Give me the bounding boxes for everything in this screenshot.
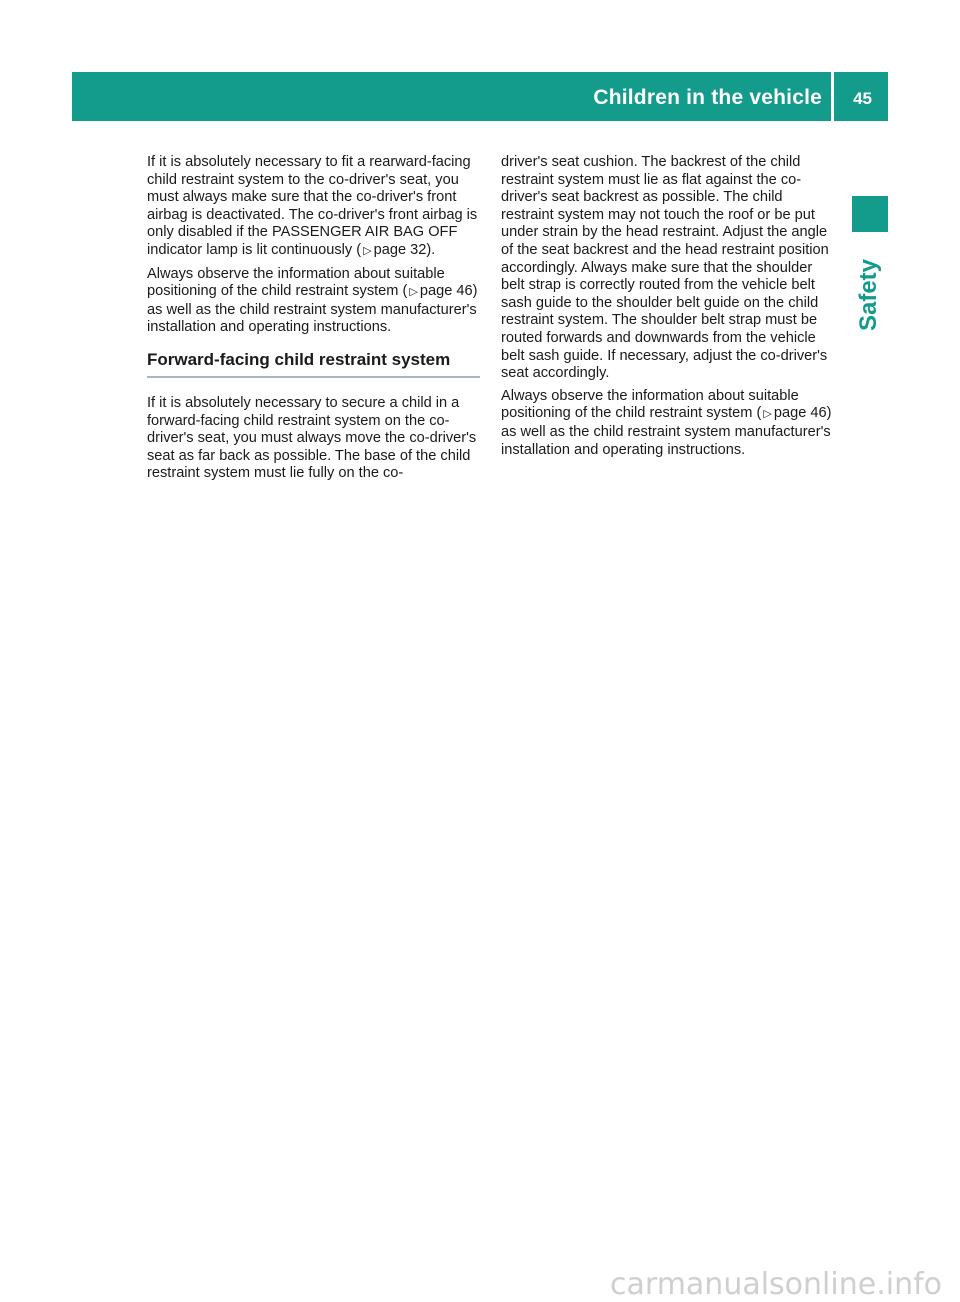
paragraph bbox=[147, 266, 480, 337]
paragraph: If it is absolutely necessary to secure a child in a forward-facing child restraint system on the co-driver's seat, you must always move the co-driver's seat as far back as possible. The base of the child restraint system must lie fully on the co- bbox=[147, 394, 477, 482]
page-reference-arrow-icon: ▷ bbox=[409, 286, 418, 299]
section-tab-label: Safety bbox=[855, 258, 882, 332]
text: ). bbox=[426, 241, 436, 258]
text: Always observe the information about suitable positioning of the child restraint system ( bbox=[501, 387, 799, 422]
left-column bbox=[147, 154, 480, 488]
page-header bbox=[72, 72, 888, 121]
page-number: 45 bbox=[853, 89, 872, 108]
chapter-title: Children in the vehicle bbox=[593, 86, 822, 109]
section-marker bbox=[852, 196, 888, 232]
text: ) as well as the child restraint system manufacturer's installation and operating instructions. bbox=[501, 405, 832, 458]
text: Always observe the information about suitable positioning of the child restraint system ( bbox=[147, 265, 445, 300]
paragraph: driver's seat cushion. The backrest of the child restraint system must lie as flat against the co-driver's seat backrest as possible. The child restraint system may not touch the roof or be put under strain by the head restraint. Adjust the angle of the seat backrest and the head restraint position accordingly. Always make sure that the shoulder belt strap is correctly routed from the vehicle belt sash guide to the shoulder belt guide on the child restraint system. The shoulder belt strap must be routed forwards and downwards from the vehicle belt sash guide. If necessary, adjust the co-driver's seat accordingly. bbox=[501, 154, 829, 382]
paragraph bbox=[147, 154, 480, 261]
page-reference-link[interactable]: page 32 bbox=[373, 241, 427, 258]
page-reference-arrow-icon: ▷ bbox=[763, 408, 772, 421]
section-heading: Forward-facing child restraint system bbox=[147, 350, 480, 378]
header-divider bbox=[831, 72, 834, 121]
page-reference-link[interactable]: page 46 bbox=[773, 405, 827, 422]
page-reference-arrow-icon: ▷ bbox=[363, 244, 372, 257]
right-column bbox=[501, 154, 834, 464]
watermark: carmanualsonline.info bbox=[610, 1267, 942, 1302]
page-reference-link[interactable]: page 46 bbox=[419, 283, 473, 300]
text: If it is absolutely necessary to fit a rearward-facing child restraint system to the co-driver's seat, you must always make sure that the co-driver's front airbag is deactivated. The co-driver's front airbag is only disabled if the PASSENGER AIR BAG OFF indicator lamp is lit continuously ( bbox=[147, 154, 478, 258]
text: ) as well as the child restraint system manufacturer's installation and operating instructions. bbox=[147, 283, 478, 336]
paragraph bbox=[501, 388, 834, 459]
